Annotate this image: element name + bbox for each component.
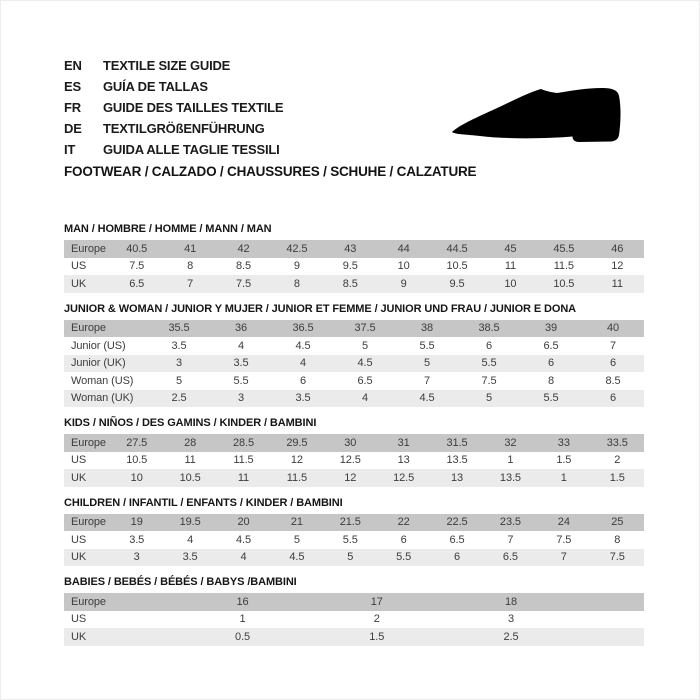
size-cell: 3 xyxy=(133,551,140,564)
size-cell: 1 xyxy=(507,454,514,467)
size-cell: 5 xyxy=(361,339,369,352)
row-label: Junior (US) xyxy=(71,339,126,352)
table-title: MAN / HOMBRE / HOMME / MANN / MAN xyxy=(64,223,272,235)
row-label: US xyxy=(71,454,87,467)
size-cell: 32 xyxy=(504,436,517,449)
size-cell: 9.5 xyxy=(342,260,358,273)
size-cell: 45.5 xyxy=(553,242,575,255)
row-label: Europe xyxy=(71,436,106,449)
table-row xyxy=(64,372,644,390)
table-row xyxy=(64,549,644,567)
size-cell: 22.5 xyxy=(446,516,468,529)
size-cell: 33.5 xyxy=(606,436,628,449)
size-cell: 7 xyxy=(423,374,431,387)
size-cell: 4 xyxy=(240,551,247,564)
size-cell: 24 xyxy=(557,516,570,529)
size-cell: 8.5 xyxy=(342,277,358,290)
table-row xyxy=(64,628,644,646)
row-label: Europe xyxy=(71,595,106,608)
table-row xyxy=(64,452,644,470)
row-label: UK xyxy=(71,551,87,564)
language-label: GUIDE DES TAILLES TEXTILE xyxy=(103,100,284,115)
size-cell: 7 xyxy=(507,533,514,546)
size-table-section-man xyxy=(64,223,642,293)
size-cell: 6 xyxy=(299,374,307,387)
language-label: TEXTILGRÖßENFÜHRUNG xyxy=(103,121,265,136)
table-row xyxy=(64,258,644,276)
table-row xyxy=(64,514,644,532)
size-cell: 11.5 xyxy=(553,260,574,273)
size-cell: 5.5 xyxy=(342,533,358,546)
row-label: US xyxy=(71,533,87,546)
table-row xyxy=(64,469,644,487)
size-cell: 11 xyxy=(237,471,250,484)
size-cell: 19 xyxy=(130,516,143,529)
size-cell: 28.5 xyxy=(232,436,254,449)
size-cell: 2 xyxy=(373,613,380,626)
size-cell: 13 xyxy=(397,454,410,467)
size-table xyxy=(64,320,644,408)
row-label: US xyxy=(71,613,87,626)
size-table xyxy=(64,434,644,487)
spacer-cell xyxy=(578,611,644,629)
table-title: JUNIOR & WOMAN / JUNIOR Y MUJER / JUNIOR ET FEMME / JUNIOR UND FRAU / JUNIOR E DONA xyxy=(64,302,577,315)
size-cell: 23.5 xyxy=(499,516,521,529)
table-row xyxy=(64,611,644,629)
size-cell: 5.5 xyxy=(543,392,559,405)
size-table-section-children xyxy=(64,497,642,567)
size-cell: 2.5 xyxy=(171,392,187,405)
size-cell: 33 xyxy=(557,436,570,449)
size-cell: 1.5 xyxy=(556,454,572,467)
size-cell: 5.5 xyxy=(396,551,412,564)
size-cell: 4 xyxy=(237,339,245,352)
size-cell: 8 xyxy=(614,533,621,546)
size-cell: 7.5 xyxy=(609,551,625,564)
size-cell: 21 xyxy=(290,516,303,529)
size-cell: 0.5 xyxy=(235,630,251,643)
size-cell: 36 xyxy=(234,322,248,335)
language-row xyxy=(64,55,642,76)
size-cell: 39 xyxy=(544,322,558,335)
table-row xyxy=(64,275,644,293)
size-cell: 35.5 xyxy=(168,322,190,335)
size-cell: 6 xyxy=(454,551,461,564)
table-row xyxy=(64,337,644,355)
size-cell: 44.5 xyxy=(446,242,468,255)
row-label: Europe xyxy=(71,516,106,529)
size-cell: 4.5 xyxy=(289,551,305,564)
size-cell: 9 xyxy=(293,260,300,273)
size-cell: 7.5 xyxy=(235,277,251,290)
row-label: Europe xyxy=(71,242,106,255)
size-cell: 12 xyxy=(344,471,357,484)
table-title: CHILDREN / INFANTIL / ENFANTS / KINDER / BAMBINI xyxy=(64,496,343,509)
language-label: GUIDA ALLE TAGLIE TESSILI xyxy=(103,142,280,157)
size-cell: 3.5 xyxy=(182,551,198,564)
size-cell: 5.5 xyxy=(233,374,249,387)
size-cell: 4 xyxy=(187,533,194,546)
spacer-cell xyxy=(578,593,644,611)
size-cell: 25 xyxy=(611,516,624,529)
size-cell: 30 xyxy=(344,436,357,449)
size-cell: 18 xyxy=(505,595,518,608)
size-cell: 2 xyxy=(614,454,621,467)
language-code: IT xyxy=(64,142,76,157)
table-title: BABIES / BEBÉS / BÉBÉS / BABYS /BAMBINI xyxy=(64,576,297,588)
size-cell: 6.5 xyxy=(357,374,373,387)
language-code: EN xyxy=(64,58,82,73)
size-cell: 4.5 xyxy=(295,339,311,352)
size-cell: 1 xyxy=(239,613,246,626)
size-cell: 8 xyxy=(547,374,555,387)
size-cell: 42.5 xyxy=(286,242,308,255)
size-cell: 6.5 xyxy=(449,533,465,546)
table-row xyxy=(64,240,644,258)
size-cell: 37.5 xyxy=(354,322,376,335)
table-row xyxy=(64,434,644,452)
size-cell: 11 xyxy=(611,277,623,290)
size-cell: 3 xyxy=(237,392,245,405)
size-cell: 3.5 xyxy=(233,357,249,370)
size-cell: 4.5 xyxy=(419,392,435,405)
size-cell: 9.5 xyxy=(449,277,465,290)
size-cell: 6.5 xyxy=(502,551,518,564)
size-cell: 41 xyxy=(184,242,197,255)
table-row xyxy=(64,531,644,549)
size-cell: 4 xyxy=(361,392,369,405)
size-cell: 4 xyxy=(299,357,307,370)
size-cell: 10.5 xyxy=(553,277,575,290)
size-table xyxy=(64,514,644,567)
size-cell: 6 xyxy=(485,339,493,352)
language-code: ES xyxy=(64,79,81,94)
language-code: FR xyxy=(64,100,81,115)
size-cell: 5 xyxy=(347,551,354,564)
size-cell: 29.5 xyxy=(286,436,308,449)
size-cell: 38 xyxy=(420,322,434,335)
size-cell: 12 xyxy=(290,454,303,467)
size-cell: 16 xyxy=(236,595,249,608)
table-row xyxy=(64,355,644,373)
size-cell: 10.5 xyxy=(126,454,148,467)
size-cell: 7 xyxy=(560,551,567,564)
size-cell: 3.5 xyxy=(129,533,145,546)
size-cell: 4.5 xyxy=(357,357,373,370)
size-cell: 2.5 xyxy=(503,630,519,643)
size-cell: 46 xyxy=(611,242,624,255)
size-cell: 11 xyxy=(184,454,196,467)
size-cell: 10 xyxy=(130,471,143,484)
size-cell: 11 xyxy=(504,260,517,273)
size-cell: 40.5 xyxy=(126,242,148,255)
size-cell: 43 xyxy=(344,242,357,255)
size-cell: 45 xyxy=(504,242,517,255)
row-label: UK xyxy=(71,630,87,643)
size-cell: 12.5 xyxy=(339,454,361,467)
size-table-section-babies xyxy=(64,576,642,646)
size-cell: 44 xyxy=(397,242,410,255)
size-cell: 12 xyxy=(611,260,624,273)
size-cell: 11.5 xyxy=(233,454,254,467)
table-row xyxy=(64,390,644,408)
size-cell: 21.5 xyxy=(339,516,361,529)
size-cell: 7.5 xyxy=(481,374,497,387)
size-cell: 36.5 xyxy=(292,322,314,335)
size-cell: 10.5 xyxy=(446,260,468,273)
size-cell: 20 xyxy=(237,516,250,529)
size-cell: 10 xyxy=(504,277,517,290)
category-title: FOOTWEAR / CALZADO / CHAUSSURES / SCHUHE / CALZATURE xyxy=(64,164,477,179)
size-table-section-junior-woman xyxy=(64,303,642,408)
size-cell: 6 xyxy=(547,357,555,370)
size-cell: 7 xyxy=(609,339,617,352)
row-label: Junior (UK) xyxy=(71,357,126,370)
size-cell: 17 xyxy=(370,595,383,608)
size-cell: 3.5 xyxy=(171,339,187,352)
size-table xyxy=(64,593,644,646)
row-label: Woman (US) xyxy=(71,374,134,387)
size-cell: 3 xyxy=(175,357,183,370)
language-label: GUÍA DE TALLAS xyxy=(103,79,208,94)
size-cell: 5 xyxy=(175,374,183,387)
size-cell: 3.5 xyxy=(295,392,311,405)
size-cell: 7.5 xyxy=(556,533,572,546)
size-cell: 5.5 xyxy=(419,339,435,352)
row-label: Woman (UK) xyxy=(71,392,134,405)
size-cell: 9 xyxy=(400,277,407,290)
size-cell: 10 xyxy=(397,260,410,273)
size-cell: 6 xyxy=(609,357,617,370)
shoe-icon xyxy=(450,85,622,145)
size-cell: 8.5 xyxy=(235,260,251,273)
size-cell: 42 xyxy=(237,242,250,255)
row-label: UK xyxy=(71,471,87,484)
size-cell: 10.5 xyxy=(179,471,201,484)
size-cell: 38.5 xyxy=(478,322,500,335)
size-cell: 7.5 xyxy=(129,260,145,273)
size-cell: 1 xyxy=(560,471,567,484)
size-cell: 3 xyxy=(508,613,515,626)
table-title: KIDS / NIÑOS / DES GAMINS / KINDER / BAMBINI xyxy=(64,417,317,429)
size-cell: 31 xyxy=(397,436,410,449)
language-label: TEXTILE SIZE GUIDE xyxy=(103,58,231,73)
size-cell: 28 xyxy=(184,436,197,449)
size-cell: 6.5 xyxy=(129,277,145,290)
table-row xyxy=(64,593,644,611)
size-cell: 19.5 xyxy=(179,516,201,529)
size-table xyxy=(64,240,644,293)
size-cell: 6 xyxy=(609,392,617,405)
size-table-section-kids xyxy=(64,417,642,487)
size-cell: 27.5 xyxy=(126,436,148,449)
size-cell: 5 xyxy=(293,533,300,546)
size-cell: 13.5 xyxy=(446,454,468,467)
size-cell: 1.5 xyxy=(369,630,385,643)
size-cell: 11.5 xyxy=(286,471,307,484)
size-cell: 6 xyxy=(400,533,407,546)
size-cell: 13 xyxy=(451,471,464,484)
size-cell: 4.5 xyxy=(235,533,251,546)
table-row xyxy=(64,320,644,338)
size-cell: 31.5 xyxy=(446,436,468,449)
size-tables xyxy=(64,223,642,646)
language-code: DE xyxy=(64,121,82,136)
size-cell: 8.5 xyxy=(605,374,621,387)
size-cell: 5.5 xyxy=(481,357,497,370)
size-cell: 5 xyxy=(423,357,431,370)
row-label: Europe xyxy=(71,322,106,335)
row-label: US xyxy=(71,260,87,273)
size-cell: 22 xyxy=(397,516,410,529)
row-label: UK xyxy=(71,277,87,290)
size-cell: 6.5 xyxy=(543,339,559,352)
size-cell: 8 xyxy=(293,277,300,290)
size-cell: 8 xyxy=(187,260,194,273)
size-cell: 5 xyxy=(485,392,493,405)
size-cell: 1.5 xyxy=(609,471,625,484)
size-cell: 12.5 xyxy=(393,471,415,484)
size-cell: 13.5 xyxy=(499,471,521,484)
size-cell: 40 xyxy=(606,322,620,335)
spacer-cell xyxy=(578,628,644,646)
size-cell: 7 xyxy=(187,277,194,290)
